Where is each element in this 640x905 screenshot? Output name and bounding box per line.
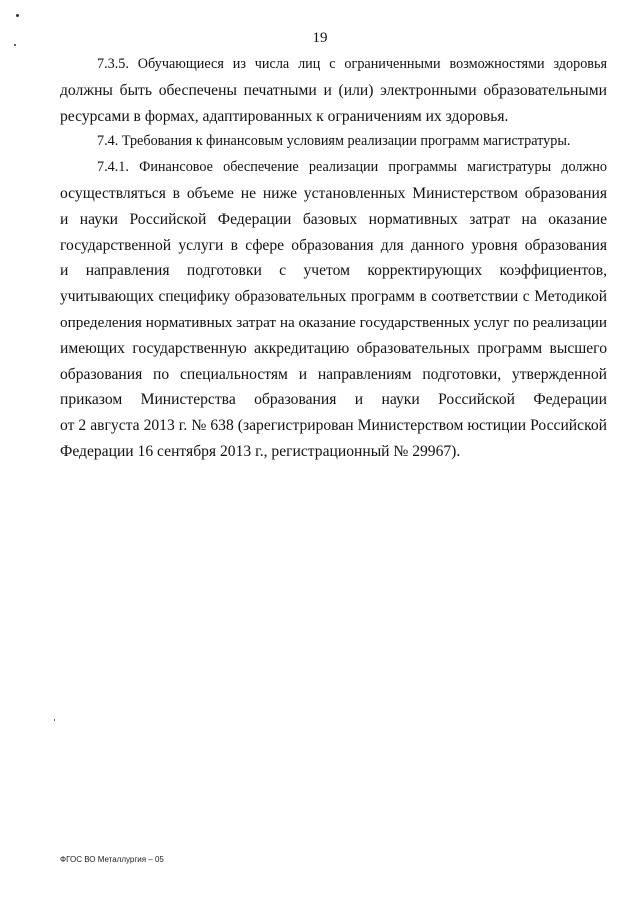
text-line: должны быть обеспечены печатными и (или) электронными образовательными: [60, 81, 607, 99]
paragraph-7-4: [60, 129, 607, 155]
text-line: государственной услуги в сфере образования для данного уровня образования: [60, 236, 607, 254]
scan-speck: [16, 14, 19, 17]
scan-speck: [54, 719, 55, 721]
text-line: имеющих государственную аккредитацию образовательных программ высшего: [60, 339, 607, 357]
text-line: осуществляться в объеме не ниже установленных Министерством образования: [60, 184, 607, 202]
text-line: 7.4. Требования к финансовым условиям реализации программ магистратуры.: [97, 133, 571, 150]
text-line: от 2 августа 2013 г. № 638 (зарегистрирован Министерством юстиции Российской: [60, 417, 607, 435]
paragraph-7-4-1: [60, 155, 607, 465]
text-line: определения нормативных затрат на оказание государственных услуг по реализации: [60, 313, 607, 331]
text-line: приказом Министерства образования и науки Российской Федерации: [60, 391, 607, 409]
text-line: и направления подготовки с учетом корректирующих коэффициентов,: [60, 262, 607, 280]
document-body: [60, 52, 607, 465]
text-line: учитывающих специфику образовательных программ в соответствии с Методикой: [60, 288, 607, 306]
text-line: и науки Российской Федерации базовых нормативных затрат на оказание: [60, 210, 607, 228]
page-number: 19: [312, 30, 328, 46]
text-line: образования по специальностям и направлениям подготовки, утвержденной: [60, 365, 607, 383]
paragraph-7-3-5: [60, 52, 607, 129]
text-line: ресурсами в формах, адаптированных к ограничениям их здоровья.: [60, 107, 509, 125]
text-line: 7.4.1. Финансовое обеспечение реализации программы магистратуры должно: [97, 159, 607, 176]
text-line: 7.3.5. Обучающиеся из числа лиц с ограниченными возможностями здоровья: [97, 56, 607, 72]
text-line: Федерации 16 сентября 2013 г., регистрационный № 29967).: [60, 442, 461, 460]
document-footer: ФГОС ВО Металлургия – 05: [60, 855, 164, 864]
